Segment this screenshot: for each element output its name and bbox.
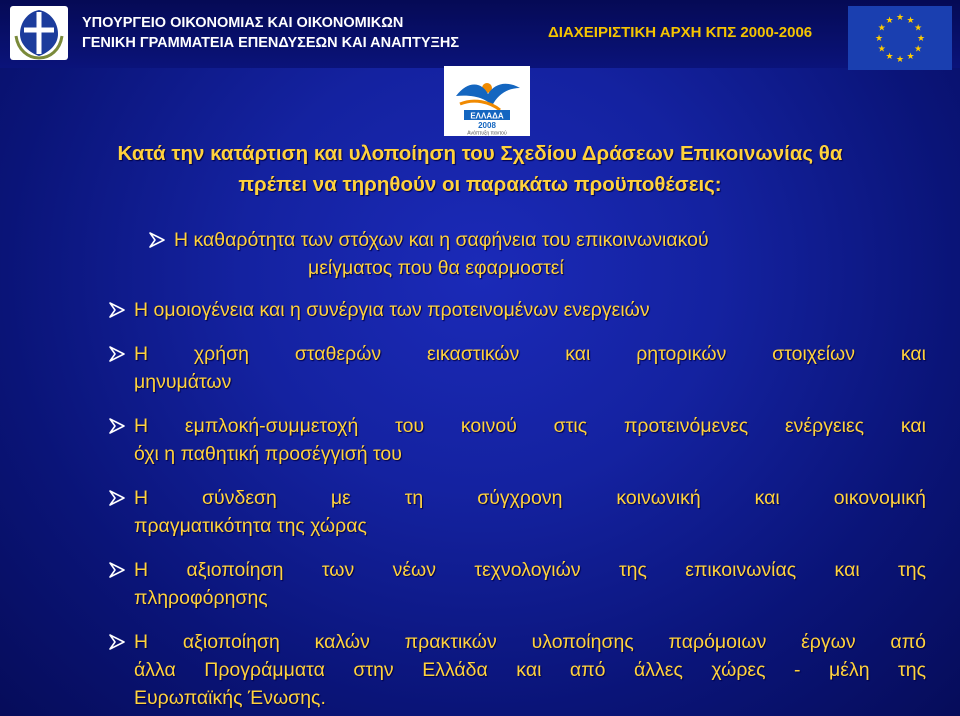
bullet-text: Η αξιοποίηση των νέων τεχνολογιών της επικοινωνίας και της — [134, 559, 926, 581]
eu-flag-logo — [848, 6, 952, 70]
bullet-item-public-engagement — [134, 412, 926, 468]
bullet-text-cont: μηνυμάτων — [134, 371, 232, 393]
bullet-item-modern-reality — [134, 484, 926, 540]
bullet-text: Η αξιοποίηση καλών πρακτικών υλοποίησης παρόμοιων έργων από — [134, 631, 926, 653]
eu-star-icon: ★ — [914, 22, 923, 33]
hellas-2008-logo — [444, 66, 530, 136]
arrow-bullet-icon — [108, 417, 126, 435]
eu-star-icon: ★ — [916, 33, 926, 43]
arrow-bullet-icon — [108, 489, 126, 507]
bullet-text-cont: μείγματος που θα εφαρμοστεί — [308, 257, 564, 279]
bullet-item-consistent-elements — [134, 340, 926, 396]
hellas-logo-motto: Ανάπτυξη παντού — [467, 130, 507, 136]
bullet-text-cont-2: Ευρωπαϊκής Ένωσης. — [134, 687, 326, 709]
eu-star-icon: ★ — [914, 43, 923, 54]
bullet-text: Η καθαρότητα των στόχων και η σαφήνεια του επικοινωνιακού — [174, 229, 709, 251]
ministry-line-2: ΓΕΝΙΚΗ ΓΡΑΜΜΑΤΕΙΑ ΕΠΕΝΔΥΣΕΩΝ ΚΑΙ ΑΝΑΠΤΥΞΗΣ — [82, 35, 460, 51]
hellas-logo-wordmark: ΕΛΛΑΔΑ — [470, 111, 504, 121]
eu-star-icon: ★ — [874, 33, 884, 43]
ministry-line-1: ΥΠΟΥΡΓΕΙΟ ΟΙΚΟΝΟΜΙΑΣ ΚΑΙ ΟΙΚΟΝΟΜΙΚΩΝ — [82, 15, 404, 31]
arrow-bullet-icon — [108, 633, 126, 651]
bullet-item-homogeneity — [134, 296, 934, 324]
slide-title — [20, 138, 940, 200]
eu-star-icon: ★ — [906, 51, 915, 62]
greek-emblem-logo — [10, 6, 68, 60]
bullet-text-cont: πραγματικότητα της χώρας — [134, 515, 367, 537]
bullet-item-clarity — [174, 226, 914, 282]
bullet-text: Η ομοιογένεια και η συνέργια των προτεινομένων ενεργειών — [134, 299, 650, 321]
eu-star-icon: ★ — [895, 54, 905, 64]
bullet-text: Η εμπλοκή-συμμετοχή του κοινού στις προτεινόμενες ενέργειες και — [134, 415, 926, 437]
eu-star-icon: ★ — [885, 14, 894, 25]
managing-authority-label: ΔΙΑΧΕΙΡΙΣΤΙΚΗ ΑΡΧΗ ΚΠΣ 2000-2006 — [548, 24, 813, 41]
bullet-text: Η σύνδεση με τη σύγχρονη κοινωνική και οικονομική — [134, 487, 926, 509]
hellas-logo-year: 2008 — [478, 121, 496, 130]
bullet-text: Η χρήση σταθερών εικαστικών και ρητορικών στοιχείων και — [134, 343, 926, 365]
eu-star-icon: ★ — [885, 51, 894, 62]
arrow-bullet-icon — [108, 301, 126, 319]
eu-star-icon: ★ — [895, 12, 905, 22]
slide-title-line-1: Κατά την κατάρτιση και υλοποίηση του Σχεδίου Δράσεων Επικοινωνίας θα — [117, 142, 843, 165]
eu-star-icon: ★ — [906, 14, 915, 25]
arrow-bullet-icon — [108, 345, 126, 363]
arrow-bullet-icon — [148, 231, 166, 249]
ministry-heading — [82, 13, 459, 53]
eu-star-icon: ★ — [877, 43, 886, 54]
bullet-text-cont: όχι η παθητική προσέγγισή του — [134, 443, 402, 465]
eu-star-icon: ★ — [877, 22, 886, 33]
bullet-item-best-practices — [134, 628, 926, 712]
bullet-text-cont: άλλα Προγράμματα στην Ελλάδα και από άλλες χώρες - μέλη της — [134, 659, 926, 681]
bullet-text-cont: πληροφόρησης — [134, 587, 268, 609]
slide-title-line-2: πρέπει να τηρηθούν οι παρακάτω προϋποθέσεις: — [238, 173, 722, 196]
bullet-item-new-technologies — [134, 556, 926, 612]
arrow-bullet-icon — [108, 561, 126, 579]
